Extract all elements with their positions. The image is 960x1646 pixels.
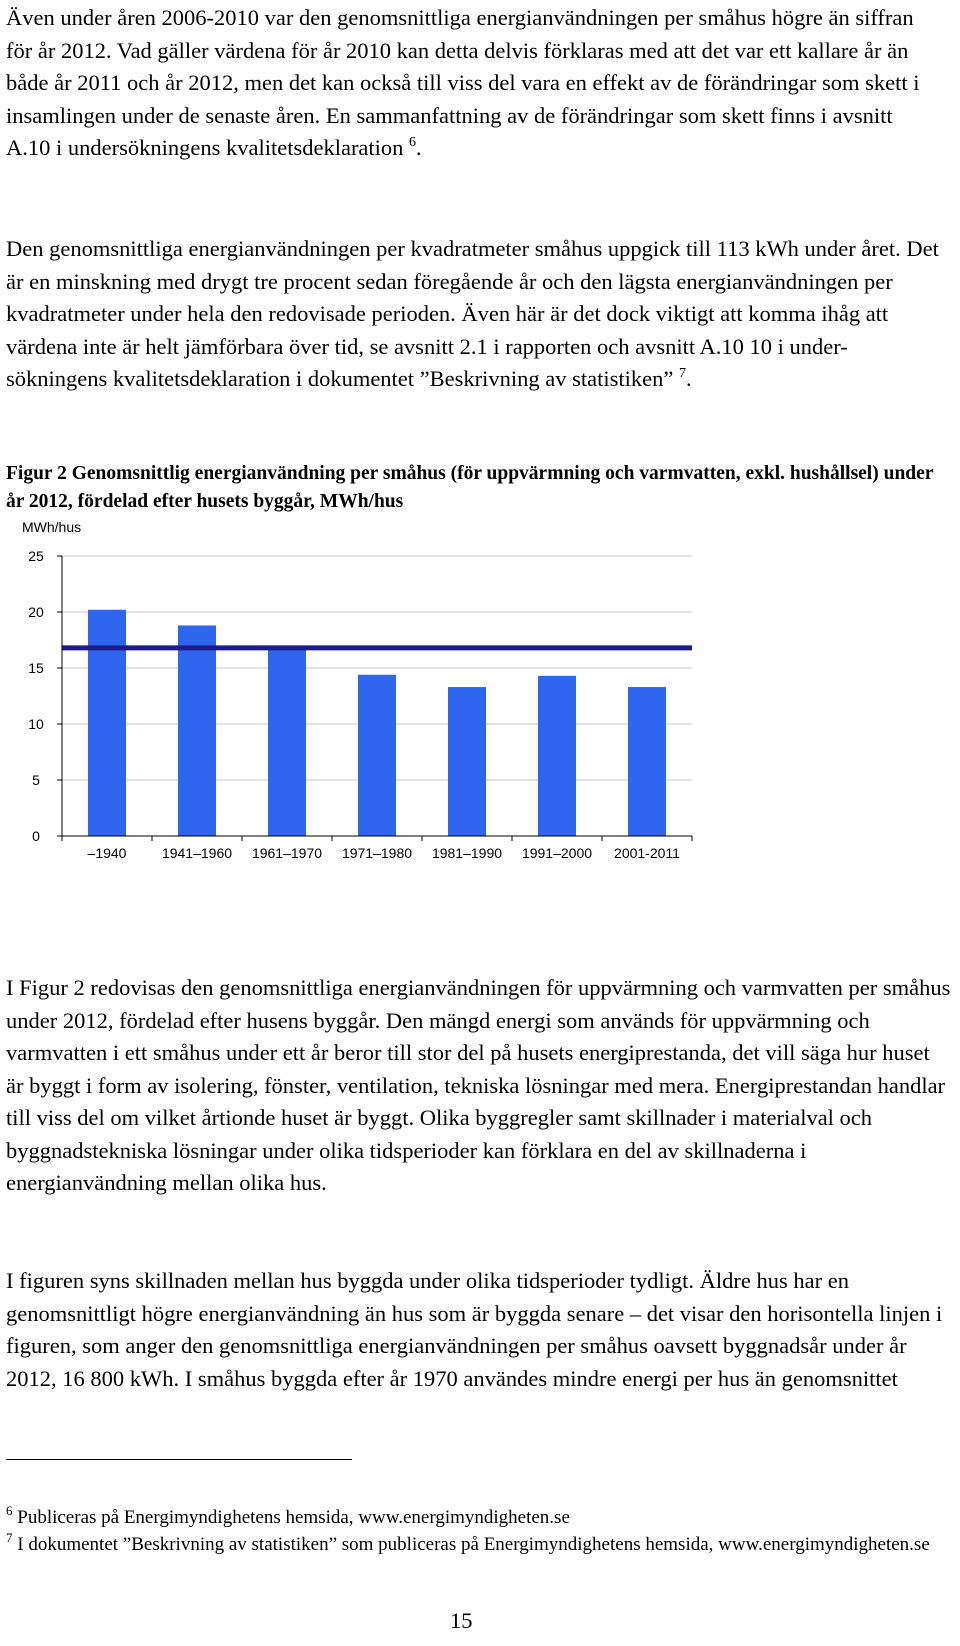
footnote-7 xyxy=(6,1531,951,1558)
bar-1 xyxy=(88,610,126,836)
bar-3 xyxy=(268,646,306,836)
x-tick-label: 2001-2011 xyxy=(614,845,680,861)
paragraph-1-text: Även under åren 2006-2010 var den genomsnittliga energianvändningen per småhus högre än siffran för år 2012. Vad gäller värdena för år 2010 kan detta delvis förklaras med att det var ett kallare år än både år 2011 och år 2012, men det kan också till viss del vara en effekt av de förändringar som skett i insamlingen under de senaste åren. En sammanfattning av de förändringar som skett finns i avsnitt A.10 i undersökningens kvalitetsdeklaration xyxy=(6,5,920,160)
bar-5 xyxy=(448,687,486,836)
y-axis-label: MWh/hus xyxy=(22,519,82,535)
footnote-ref-7: 7 xyxy=(679,366,686,381)
x-tick-label: 1991–2000 xyxy=(521,845,593,861)
figure-caption: Figur 2 Genomsnittlig energianvändning per småhus (för uppvärmning och varmvatten, exkl. hushållsel) under år 2012, fördelad efter husets byggår, MWh/hus xyxy=(6,463,934,512)
paragraph-1-end: . xyxy=(416,135,422,160)
bar-2 xyxy=(178,625,216,836)
x-tick-label: 1981–1990 xyxy=(431,845,503,861)
bar-4 xyxy=(358,675,396,836)
y-tick-label: 25 xyxy=(28,548,44,564)
bar-chart xyxy=(6,519,726,920)
page-number: 15 xyxy=(450,1608,473,1633)
y-tick-label: 10 xyxy=(28,716,44,732)
paragraph-1 xyxy=(6,2,941,165)
y-tick-label: 20 xyxy=(28,604,44,620)
footnote-separator xyxy=(6,1459,352,1460)
y-tick-label: 15 xyxy=(28,660,44,676)
paragraph-4: I figuren syns skillnaden mellan hus byggda under olika tidsperioder tydligt. Äldre hus har en genomsnittligt högre energianvändning än hus som är byggda senare – det visar den horisontella linjen i figuren, som anger den genomsnittliga energianvändningen per småhus oavsett byggnadsår under år 2012, 16 800 kWh. I småhus byggda efter år 1970 användes mindre energi per hus än genomsnittet xyxy=(6,1268,943,1391)
footnote-6-number: 6 xyxy=(6,1503,13,1518)
paragraph-2-text: Den genomsnittliga energianvändningen per kvadratmeter småhus uppgick till 113 kWh under året. Det är en minskning med drygt tre procent sedan föregående år och den lägsta energianvändningen per kvadratmeter under hela den redovisade perioden. Även här är det dock viktigt att komma ihåg att värdena inte är helt jämförbara över tid, se avsnitt 2.1 i rapporten och avsnitt A.10 10 i under-sökningens kvalitetsdeklaration i dokumentet ”Beskrivning av statistiken” xyxy=(6,236,939,391)
y-tick-label: 0 xyxy=(32,828,40,844)
bar-7 xyxy=(628,687,666,836)
paragraph-3: I Figur 2 redovisas den genomsnittliga energianvändningen för uppvärmning och varmvatten per småhus under 2012, fördelad efter husens byggår. Den mängd energi som används för uppvärmning och varmvatten i ett småhus under ett år beror till stor del på husets energiprestanda, det vill säga hur huset är byggt i form av isolering, fönster, ventilation, tekniska lösningar med mera. Energiprestandan handlar till viss del om vilket årtionde huset är byggt. Olika byggregler samt skillnader i materialval och byggnadstekniska lösningar under olika tidsperioder kan förklara en del av skillnaderna i energianvändning mellan olika hus. xyxy=(6,975,951,1195)
footnote-ref-6: 6 xyxy=(409,135,417,150)
paragraph-2 xyxy=(6,233,941,396)
paragraph-2-end: . xyxy=(686,366,692,391)
x-tick-label: 1961–1970 xyxy=(251,845,323,861)
x-tick-label: 1971–1980 xyxy=(341,845,413,861)
footnote-6-text: Publiceras på Energimyndighetens hemsida, www.energimyndigheten.se xyxy=(17,1507,570,1528)
footnote-6 xyxy=(6,1504,951,1531)
bar-6 xyxy=(538,676,576,836)
footnote-7-number: 7 xyxy=(6,1530,13,1545)
x-tick-label: –1940 xyxy=(87,845,127,861)
footnote-7-text: I dokumentet ”Beskrivning av statistiken” som publiceras på Energimyndighetens hemsida, www.energimyndigheten.se xyxy=(17,1534,930,1555)
x-tick-label: 1941–1960 xyxy=(161,845,233,861)
y-tick-label: 5 xyxy=(32,772,40,788)
